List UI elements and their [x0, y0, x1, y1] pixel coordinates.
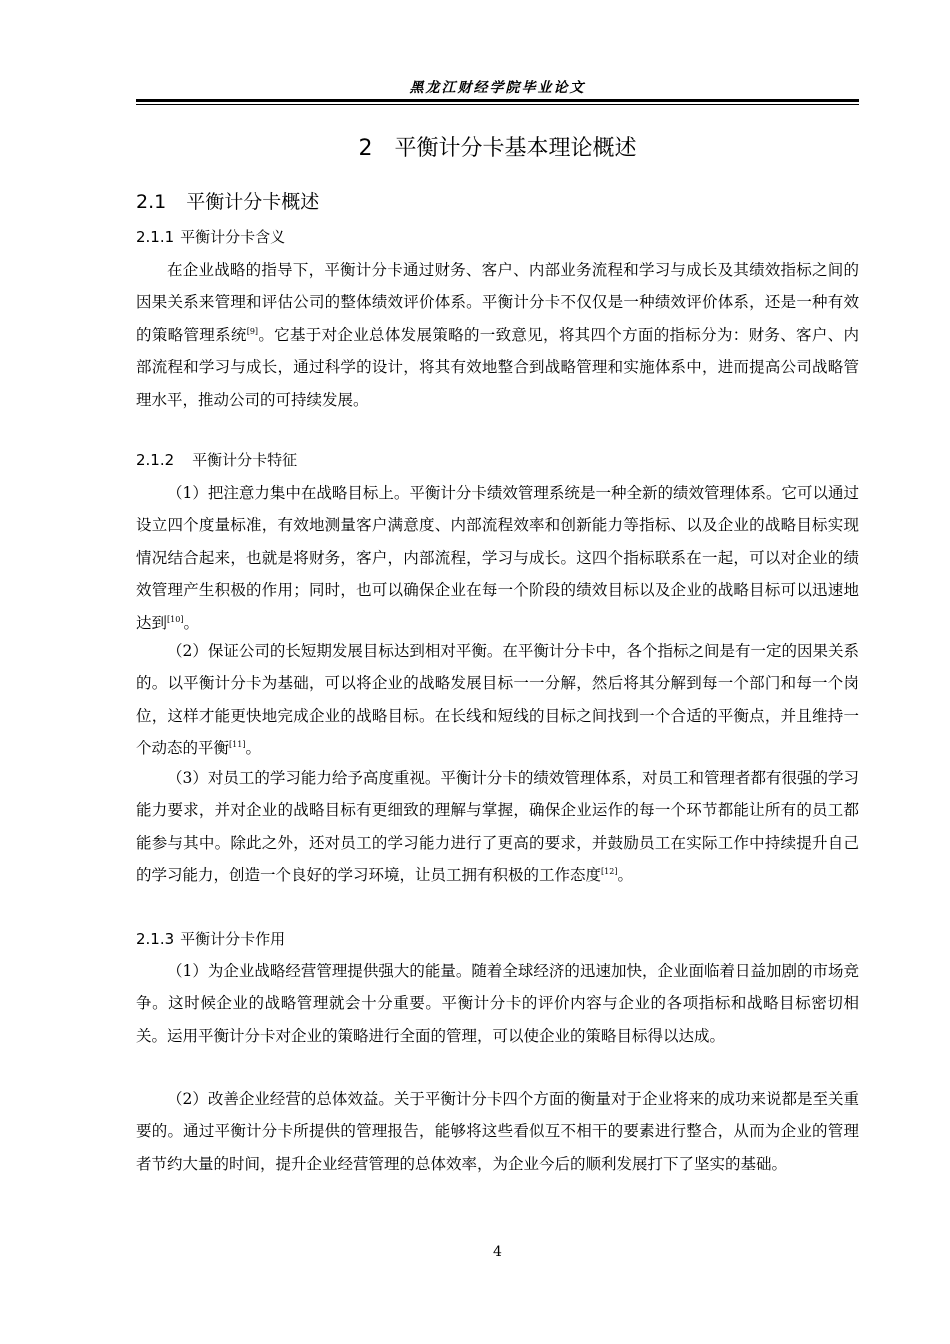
running-header: 黑龙江财经学院毕业论文: [409, 80, 586, 96]
paragraph-feature-1: [136, 477, 859, 639]
paragraph-text: 在企业战略的指导下，平衡计分卡通过财务、客户、内部业务流程和学习与成长及其绩效指标之间的因果关系来管理和评估公司的整体绩效评价体系。平衡计分卡不仅仅是一种绩效评价体系，还是一种有效的策略管理系统: [136, 261, 859, 344]
paragraph-function-1: （1）为企业战略经营管理提供强大的能量。随着全球经济的迅速加快，企业面临着日益加剧的市场竞争。这时候企业的战略管理就会十分重要。平衡计分卡的评价内容与企业的各项指标和战略目标密切相关。运用平衡计分卡对企业的策略进行全面的管理，可以使企业的策略目标得以达成。: [136, 962, 859, 1045]
chapter-number: 2: [358, 136, 373, 161]
subsection-heading-2-1-2: [136, 448, 297, 472]
subsection-heading-2-1-3: [136, 927, 285, 951]
subsection-title: 平衡计分卡含义: [180, 228, 286, 246]
paragraph-text: （3）对员工的学习能力给予高度重视。平衡计分卡的绩效管理体系，对员工和管理者都有很强的学习能力要求，并对企业的战略目标有更细致的理解与掌握，确保企业运作的每一个环节都能让所有的员工都能参与其中。除此之外，还对员工的学习能力进行了更高的要求，并鼓励员工在实际工作中持续提升自己的学习能力，创造一个良好的学习环境，让员工拥有积极的工作态度: [136, 769, 859, 885]
citation: [9]: [246, 326, 259, 336]
header-rule-thick: [136, 99, 859, 102]
header-rule-thin: [136, 104, 859, 105]
chapter-heading: [136, 133, 859, 165]
subsection-number: 2.1.3: [136, 930, 175, 948]
paragraph-text: （1）把注意力集中在战略目标上。平衡计分卡绩效管理系统是一种全新的绩效管理体系。它可以通过设立四个度量标准，有效地测量客户满意度、内部流程效率和创新能力等指标、以及企业的战略目标实现情况结合起来，也就是将财务，客户，内部流程，学习与成长。这四个指标联系在一起，可以对企业的绩效管理产生积极的作用；同时，也可以确保企业在每一个阶段的绩效目标以及企业的战略目标可以迅速地达到: [136, 484, 859, 632]
paragraph-text: 。: [183, 613, 199, 632]
page-number: 4: [493, 1244, 502, 1260]
chapter-title: 平衡计分卡基本理论概述: [394, 136, 637, 161]
subsection-heading-2-1-1: [136, 225, 285, 249]
paragraph-feature-2: [136, 635, 859, 765]
subsection-title: 平衡计分卡作用: [180, 930, 286, 948]
paragraph-feature-3: [136, 762, 859, 892]
paragraph-function-2: （2）改善企业经营的总体效益。关于平衡计分卡四个方面的衡量对于企业将来的成功来说都是至关重要的。通过平衡计分卡所提供的管理报告，能够将这些看似互不相干的要素进行整合，从而为企业的管理者节约大量的时间，提升企业经营管理的总体效率，为企业今后的顺利发展打下了坚实的基础。: [136, 1090, 859, 1173]
paragraph-text: （2）保证公司的长短期发展目标达到相对平衡。在平衡计分卡中，各个指标之间是有一定的因果关系的。以平衡计分卡为基础，可以将企业的战略发展目标一一分解，然后将其分解到每一个部门和每一个岗位，这样才能更快地完成企业的战略目标。在长线和短线的目标之间找到一个合适的平衡点，并且维持一个动态的平衡: [136, 642, 859, 758]
paragraph-text: 。它基于对企业总体发展策略的一致意见，将其四个方面的指标分为：财务、客户、内部流程和学习与成长，通过科学的设计，将其有效地整合到战略管理和实施体系中，进而提高公司战略管理水平，推动公司的可持续发展。: [136, 325, 859, 409]
section-heading-2-1: [136, 188, 319, 216]
section-title: 平衡计分卡概述: [186, 191, 320, 213]
citation: [10]: [167, 614, 184, 624]
section-number: 2.1: [136, 191, 167, 213]
subsection-title: 平衡计分卡特征: [192, 451, 298, 469]
citation: [11]: [229, 740, 246, 750]
paragraph-meaning: [136, 254, 859, 416]
paragraph-text: 。: [245, 739, 261, 758]
subsection-number: 2.1.1: [136, 228, 175, 246]
subsection-number: 2.1.2: [136, 451, 175, 469]
citation: [12]: [601, 867, 618, 877]
paragraph-text: 。: [617, 866, 633, 885]
